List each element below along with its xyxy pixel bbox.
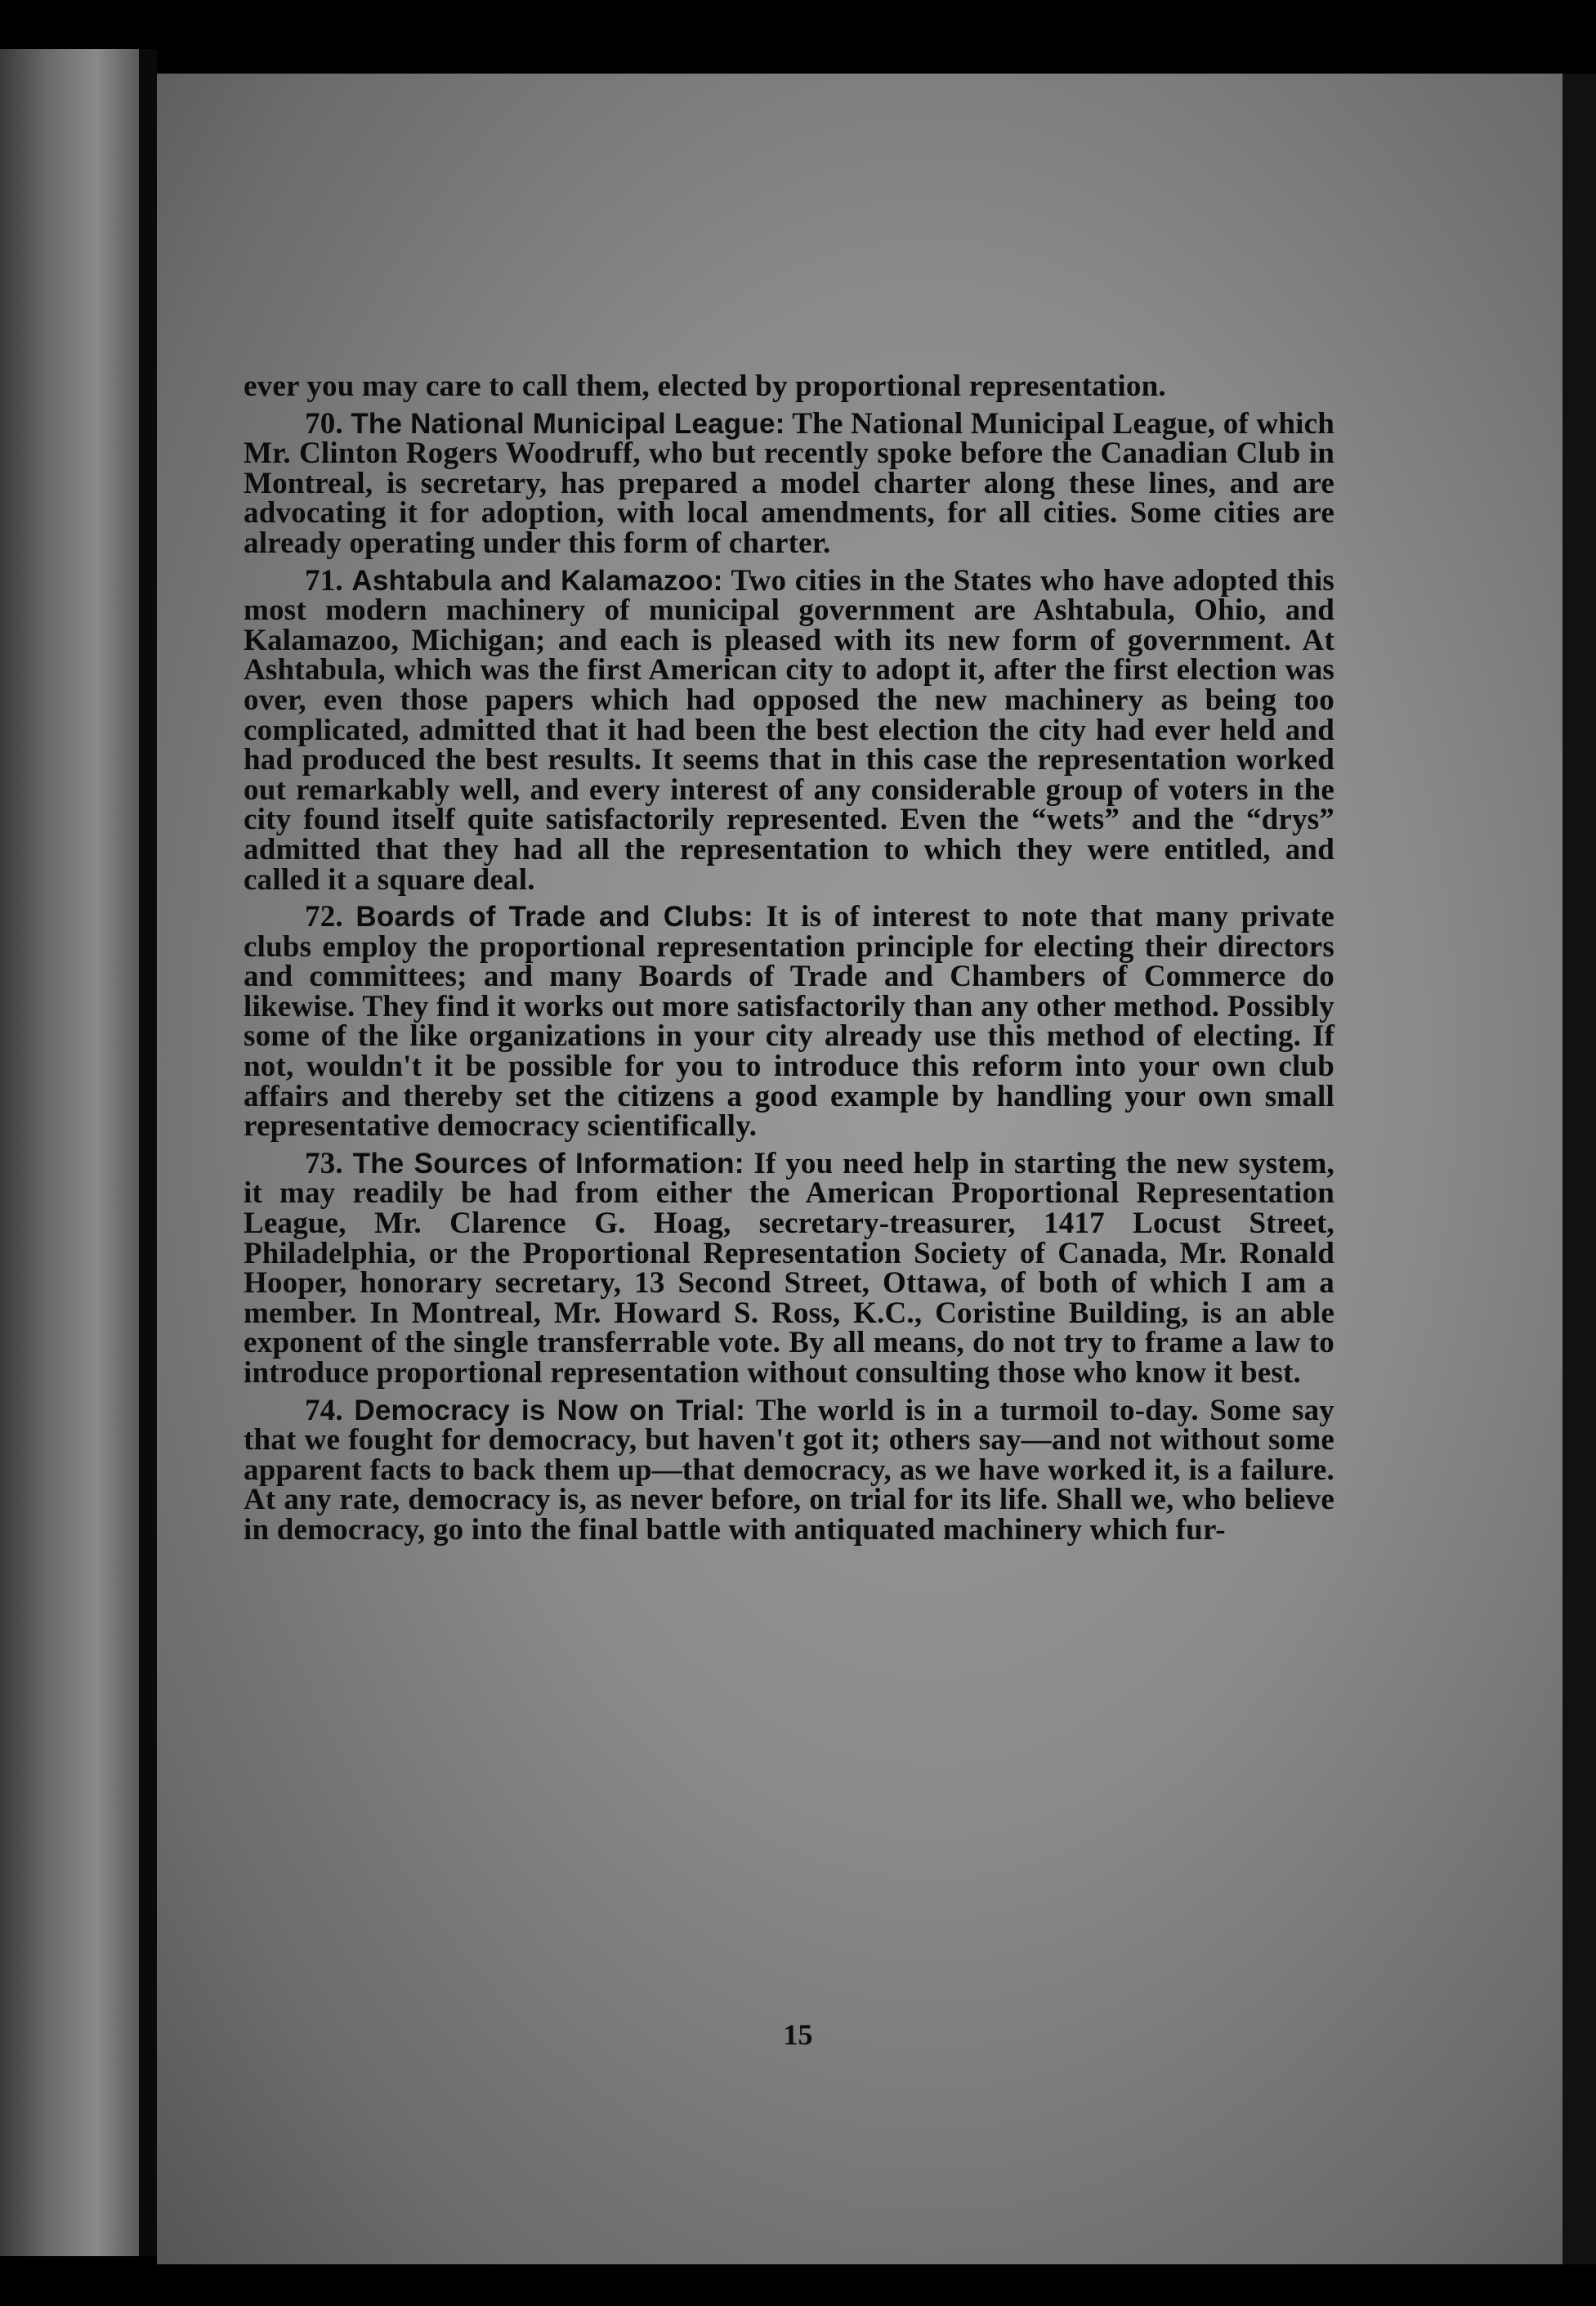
facing-page-edge [0, 49, 139, 2256]
section-70 [244, 406, 1334, 560]
intro-paragraph: ever you may care to call them, elected by proportional representation. [244, 369, 1166, 403]
section-number: 71. [305, 563, 343, 598]
section-number: 74. [305, 1393, 343, 1427]
section-number: 70. [305, 406, 343, 441]
section-body: Two cities in the States who have adopted this most modern machinery of municipal government are Ashtabula, Ohio, and Kalamazoo, Michigan; and each is pleased with its new form of government. At Ashtabula, which was the first American city to adopt it, after the first election was over, even those papers which had opposed the new machinery as being too complicated, admitted that it had been the best election the city had ever held and had produced the best results. It seems that in this case the representation worked out remarkably well, and every interest of any considerable group of voters in the city found itself quite satisfactorily represented. Even the “wets” and the “drys” admitted that they had all the representation to which they were entitled, and called it a square deal. [244, 563, 1334, 897]
section-heading: Democracy is Now on Trial: [354, 1394, 745, 1426]
section-body: If you need help in starting the new system, it may readily be had from either the American Proportional Representation League, Mr. Clarence G. Hoag, secretary-treasurer, 1417 Locust Street, Philadelphia, or the Proportional Representation Society of Canada, Mr. Ronald Hooper, honorary secretary, 13 Second Street, Ottawa, of both of which I am a member. In Montreal, Mr. Howard S. Ross, K.C., Coristine Building, is an able exponent of the single transferrable vote. By all means, do not try to frame a law to introduce proportional representation without consulting those who know it best. [244, 1146, 1334, 1390]
body-text [244, 369, 1335, 1553]
section-body: The world is in a turmoil to-day. Some say that we fought for democracy, but haven't got it; others say—and not without some apparent facts to back them up—that democracy, as we have worked it, is a failure. At any rate, democracy is, as never before, on trial for its life. Shall we, who believe in democracy, go into the final battle with antiquated machinery which fur- [244, 1393, 1334, 1547]
section-body: It is of interest to note that many private clubs employ the proportional representation principle for electing their directors and committees; and many Boards of Trade and Chambers of Commerce do likewise. They find it works out more satisfactorily than any other method. Possibly some of the like organizations in your city already use this method of electing. If not, wouldn't it be possible for you to introduce this reform into your own club affairs and thereby set the citizens a good example by handling your own small representative democracy scientifically. [244, 900, 1335, 1144]
section-number: 72. [305, 900, 343, 934]
section-72 [244, 902, 1334, 1142]
section-heading: The Sources of Information: [352, 1147, 744, 1180]
scan-border [1562, 74, 1596, 2264]
section-73 [244, 1146, 1334, 1390]
section-74 [244, 1393, 1334, 1547]
section-number: 73. [305, 1146, 343, 1180]
section-body: The National Municipal League, of which Mr. Clinton Rogers Woodruff, who but recently spoke before the Canadian Club in Montreal, is secretary, has prepared a model charter along these lines, and are advocating it for adoption, with local amendments, for all cities. Some cities are already operating under this form of charter. [244, 406, 1334, 560]
section-heading: The National Municipal League: [351, 407, 785, 440]
book-gutter [139, 49, 157, 2256]
section-heading: Boards of Trade and Clubs: [355, 901, 753, 934]
section-71 [244, 563, 1334, 897]
page-number: 15 [783, 2018, 813, 2051]
section-heading: Ashtabula and Kalamazoo: [351, 564, 723, 597]
